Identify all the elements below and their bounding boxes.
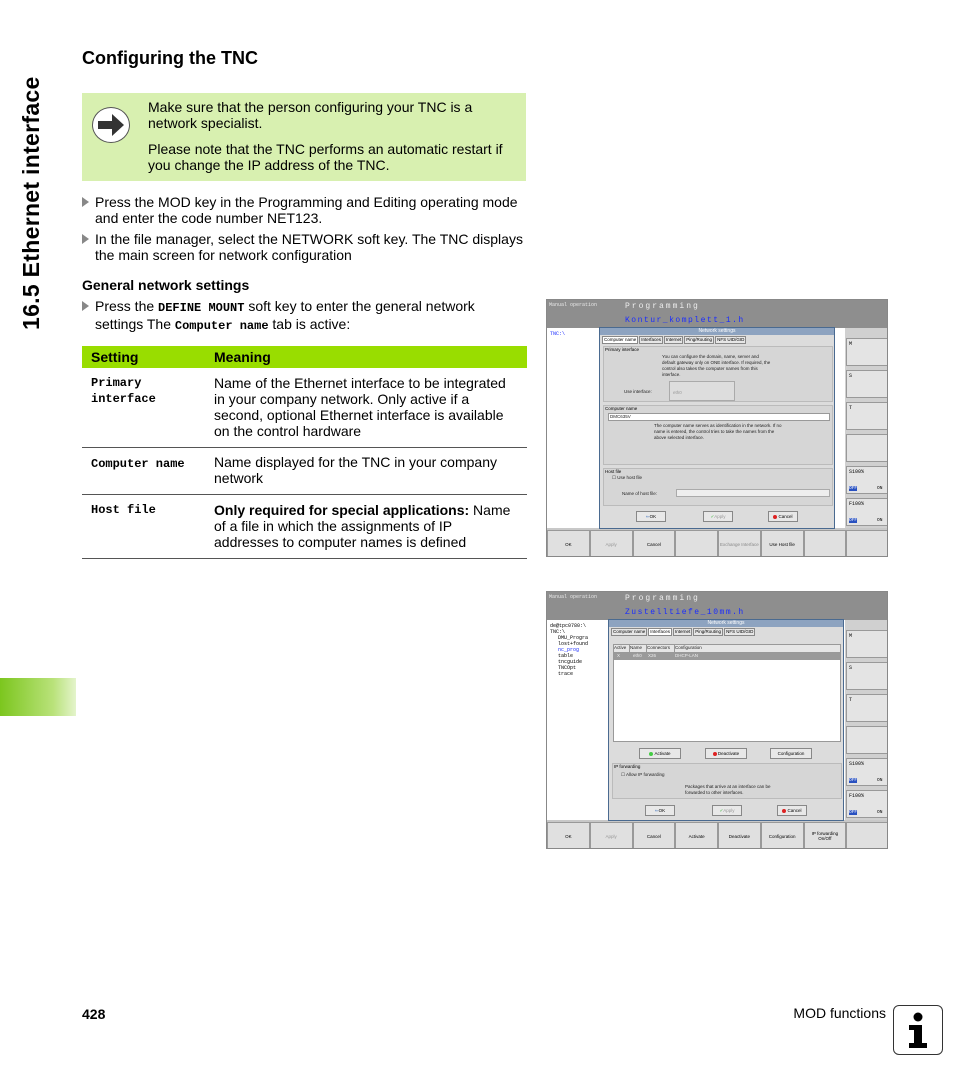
arrow-right-icon <box>92 107 130 143</box>
feed-override[interactable]: F100% OFF ON <box>846 498 888 526</box>
cancel-button[interactable]: Cancel <box>777 805 807 816</box>
table-row[interactable]: X eth0 X26 DHCP-LAN <box>614 653 840 660</box>
section-heading: Configuring the TNC <box>82 48 258 68</box>
m-function-button[interactable]: M <box>846 630 888 658</box>
tool-button[interactable]: T <box>846 402 888 430</box>
screenshot-computer-name-tab <box>546 299 888 557</box>
setting-cell: Computer name <box>82 448 205 495</box>
table-row <box>82 368 527 448</box>
softkey-apply[interactable]: Apply <box>590 822 633 849</box>
host-file-group: Host file ☐ Use host file Name of host file: <box>603 468 833 506</box>
subheading: General network settings <box>82 277 250 293</box>
primary-interface-group: Primary interface You can configure the domain, name, server and default gateway only on ONE interface. If required, the control also takes the computer names from this interface. Use interface: eth0 <box>603 346 833 402</box>
softkey-bar <box>547 530 888 557</box>
allow-ip-forwarding-checkbox[interactable]: ☐ Allow IP forwarding <box>621 772 665 777</box>
bullet-triangle-icon <box>82 234 89 244</box>
tree-item[interactable]: tncguide <box>558 659 583 665</box>
tree-item[interactable]: TNC:\ <box>550 629 566 635</box>
softkey-bar <box>547 822 888 849</box>
spindle-button[interactable]: S <box>846 662 888 690</box>
bullet-triangle-icon <box>82 301 89 311</box>
dialog-title: Network settings <box>600 328 834 335</box>
chapter-side-title: 16.5 Ethernet interface <box>18 76 44 330</box>
right-softkey-column <box>845 328 888 528</box>
note-paragraph: Make sure that the person configuring your TNC is a network specialist. <box>148 99 473 131</box>
interfaces-table <box>613 644 841 742</box>
tree-item[interactable]: lost+found <box>558 641 589 647</box>
softkey-cancel[interactable]: Cancel <box>633 822 676 849</box>
table-row <box>82 448 527 495</box>
empty-button[interactable] <box>846 726 888 754</box>
configuration-button[interactable]: Configuration <box>770 748 812 759</box>
tab-nfs[interactable]: NFS UID/GID <box>726 629 754 634</box>
right-softkey-column <box>845 620 888 820</box>
column-header: Meaning <box>205 346 527 368</box>
tab-internet[interactable]: Internet <box>666 337 682 342</box>
spindle-override[interactable]: S100% OFF ON <box>846 758 888 786</box>
tab-ping-routing[interactable]: Ping/Routing <box>686 337 713 342</box>
dialog-tabs <box>609 627 843 637</box>
ok-button[interactable]: ⇐OK <box>645 805 675 816</box>
feed-override[interactable]: F100% OFF ON <box>846 790 888 818</box>
tab-interfaces[interactable]: Interfaces <box>641 337 662 342</box>
use-interface-select[interactable]: eth0 <box>669 381 735 401</box>
softkey-empty[interactable] <box>675 530 718 557</box>
use-host-file-checkbox[interactable]: ☐ Use host file <box>612 475 643 480</box>
mode-label: Manual operation <box>549 594 598 600</box>
setting-cell: Primary interface <box>82 368 205 448</box>
table-header-row <box>82 346 527 368</box>
spindle-override[interactable]: S100% OFF ON <box>846 466 888 494</box>
page-number: 428 <box>82 1006 106 1022</box>
network-settings-dialog <box>599 327 835 529</box>
note-box <box>82 93 526 181</box>
dialog-tabs <box>600 335 834 345</box>
softkey-exchange-interface[interactable]: Exchange Interface <box>718 530 761 557</box>
file-tree <box>550 623 588 677</box>
host-file-input[interactable] <box>676 489 830 497</box>
tab-name: Computer name <box>174 319 269 333</box>
file-name: Kontur_komplett_1.h <box>625 316 745 325</box>
tree-item[interactable]: trace <box>558 671 574 677</box>
deactivate-button[interactable]: Deactivate <box>705 748 747 759</box>
network-settings-dialog <box>608 619 844 821</box>
tab-computer-name[interactable]: Computer name <box>613 629 646 634</box>
softkey-apply[interactable]: Apply <box>590 530 633 557</box>
softkey-deactivate[interactable]: Deactivate <box>718 822 761 849</box>
cancel-button[interactable]: Cancel <box>768 511 798 522</box>
tab-interfaces[interactable]: Interfaces <box>650 629 671 634</box>
softkey-ok[interactable]: OK <box>547 530 590 557</box>
softkey-empty[interactable] <box>846 530 888 557</box>
tree-item[interactable]: nc_prog <box>558 647 580 653</box>
tool-button[interactable]: T <box>846 694 888 722</box>
step-item: Press the DEFINE MOUNT soft key to enter the general network settings The Computer name tab is active: <box>82 298 512 334</box>
meaning-cell: Name displayed for the TNC in your company network <box>205 448 527 495</box>
softkey-empty[interactable] <box>846 822 888 849</box>
chapter-tab-marker <box>0 678 76 716</box>
step-item: In the file manager, select the NETWORK soft key. The TNC displays the main screen for network configuration <box>82 231 527 263</box>
computer-name-input[interactable]: DMC635V <box>608 413 830 421</box>
tab-ping-routing[interactable]: Ping/Routing <box>695 629 722 634</box>
info-icon <box>893 1005 943 1055</box>
note-paragraph: Please note that the TNC performs an automatic restart if you change the IP address of the TNC. <box>148 141 503 173</box>
softkey-configuration[interactable]: Configuration <box>761 822 804 849</box>
apply-button[interactable]: ✔Apply <box>703 511 733 522</box>
empty-button[interactable] <box>846 434 888 462</box>
program-label: Programming <box>625 594 700 603</box>
ok-button[interactable]: ⇐OK <box>636 511 666 522</box>
m-function-button[interactable]: M <box>846 338 888 366</box>
softkey-ip-forwarding[interactable]: IP forwarding On/Off <box>804 822 847 849</box>
softkey-ok[interactable]: OK <box>547 822 590 849</box>
table-row <box>82 495 527 559</box>
computer-name-group: Computer name DMC635V The computer name serves as identification in the network. If no name is entered, the control tries to take the names from the above selected interface. <box>603 405 833 465</box>
column-header: Setting <box>82 346 205 368</box>
bullet-triangle-icon <box>82 197 89 207</box>
mode-label: Manual operation <box>549 302 598 308</box>
screenshot-interfaces-tab <box>546 591 888 849</box>
spindle-button[interactable]: S <box>846 370 888 398</box>
tree-item[interactable]: TNC:\ <box>550 331 566 337</box>
dialog-title: Network settings <box>609 620 843 627</box>
softkey-empty[interactable] <box>804 530 847 557</box>
program-label: Programming <box>625 302 700 311</box>
softkey-use-host-file[interactable]: Use Host file <box>761 530 804 557</box>
tab-internet[interactable]: Internet <box>675 629 691 634</box>
apply-button[interactable]: ✔Apply <box>712 805 742 816</box>
interfaces-table-header: Active Name Connectors Configuration <box>614 645 840 653</box>
meaning-cell: Only required for special applications: Name of a file in which the assignments of IP addresses to computer names is defined <box>205 495 527 559</box>
softkey-activate[interactable]: Activate <box>675 822 718 849</box>
softkey-name: DEFINE MOUNT <box>158 301 245 315</box>
softkey-cancel[interactable]: Cancel <box>633 530 676 557</box>
tab-computer-name[interactable]: Computer name <box>604 337 637 342</box>
tree-item[interactable]: TNCOpt <box>558 665 577 671</box>
setting-cell: Host file <box>82 495 205 559</box>
tree-item[interactable]: DMU_Progra <box>558 635 589 641</box>
section-name: MOD functions <box>793 1005 886 1021</box>
activate-button[interactable]: Activate <box>639 748 681 759</box>
ip-forwarding-group: IP forwarding ☐ Allow IP forwarding Packages that arrive at an interface can be forwarded to other interfaces. <box>612 763 842 799</box>
file-name: Zustelltiefe_10mm.h <box>625 608 745 617</box>
tree-item[interactable]: de@tpc0780:\ <box>550 623 587 629</box>
settings-table <box>82 346 527 559</box>
tree-item[interactable]: table <box>558 653 574 659</box>
step-item: Press the MOD key in the Programming and Editing operating mode and enter the code number NET123. <box>82 194 527 226</box>
meaning-cell: Name of the Ethernet interface to be integrated in your company network. Only active if a second, optional Ethernet interface is available on the control hardware <box>205 368 527 448</box>
tab-nfs[interactable]: NFS UID/GID <box>717 337 745 342</box>
